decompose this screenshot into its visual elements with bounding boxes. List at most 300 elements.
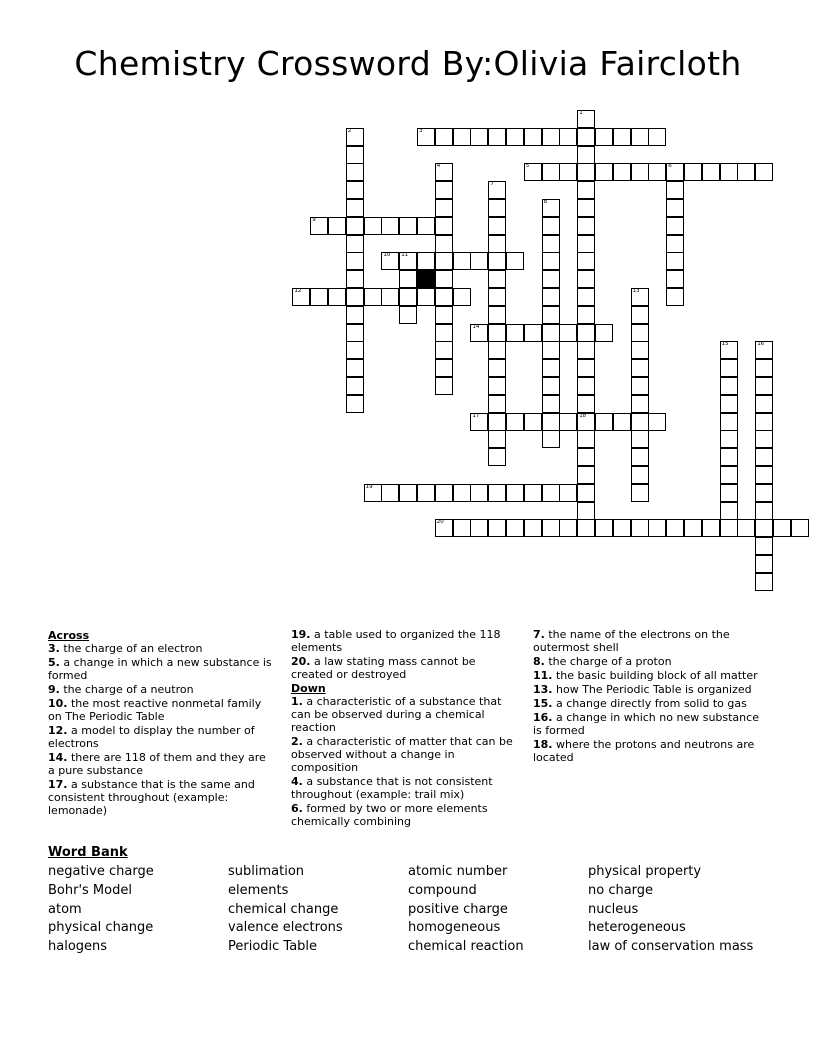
grid-cell[interactable] (346, 217, 364, 235)
grid-cell[interactable] (666, 252, 684, 270)
grid-cell[interactable] (453, 519, 471, 537)
grid-cell[interactable] (346, 395, 364, 413)
clue-text: where the protons and neutrons are located (533, 738, 755, 764)
grid-cell[interactable] (577, 252, 595, 270)
grid-cell[interactable] (470, 128, 488, 146)
clue-number: 9. (48, 683, 60, 696)
clue (533, 738, 769, 764)
grid-cell[interactable] (631, 288, 649, 306)
grid-cell[interactable] (542, 413, 560, 431)
grid-cell[interactable] (488, 270, 506, 288)
grid-cell[interactable] (542, 270, 560, 288)
grid-cell[interactable] (470, 519, 488, 537)
grid-cell[interactable] (737, 163, 755, 181)
grid-cell[interactable] (577, 395, 595, 413)
grid-cell[interactable] (506, 484, 524, 502)
grid-cell[interactable] (435, 359, 453, 377)
grid-cell[interactable] (488, 484, 506, 502)
grid-cell[interactable] (488, 359, 506, 377)
grid-cell[interactable] (488, 413, 506, 431)
grid-cell[interactable] (595, 519, 613, 537)
clue-number: 20 (436, 519, 444, 526)
grid-cell[interactable] (542, 484, 560, 502)
word-bank-item: no charge (588, 882, 654, 898)
grid-cell[interactable] (595, 128, 613, 146)
grid-cell[interactable] (381, 288, 399, 306)
grid-cell[interactable] (773, 519, 791, 537)
grid-cell[interactable] (755, 359, 773, 377)
grid-cell[interactable] (435, 288, 453, 306)
grid-cell[interactable] (577, 341, 595, 359)
grid-cell[interactable] (542, 235, 560, 253)
clue-number: 11 (401, 252, 409, 259)
clue-number: 8. (533, 655, 545, 668)
grid-cell[interactable] (470, 484, 488, 502)
grid-cell[interactable] (737, 519, 755, 537)
grid-cell[interactable] (346, 288, 364, 306)
grid-cell[interactable] (577, 128, 595, 146)
grid-cell[interactable] (613, 128, 631, 146)
grid-cell[interactable] (631, 395, 649, 413)
grid-cell[interactable] (542, 395, 560, 413)
grid-cell[interactable] (720, 163, 738, 181)
grid-cell[interactable] (417, 217, 435, 235)
word-bank-item: chemical reaction (408, 939, 524, 955)
clues-column-1 (48, 628, 274, 818)
grid-cell[interactable] (488, 217, 506, 235)
clue (48, 642, 274, 655)
grid-cell[interactable] (488, 448, 506, 466)
grid-cell[interactable] (755, 377, 773, 395)
grid-cell[interactable] (346, 341, 364, 359)
grid-cell[interactable] (666, 235, 684, 253)
grid-cell[interactable] (364, 217, 382, 235)
clue-text: the basic building block of all matter (552, 669, 758, 682)
grid-cell[interactable] (542, 430, 560, 448)
grid-cell[interactable] (506, 413, 524, 431)
clue (291, 695, 517, 734)
grid-cell[interactable] (381, 217, 399, 235)
clue (291, 655, 517, 681)
grid-cell[interactable] (435, 484, 453, 502)
grid-cell[interactable] (755, 555, 773, 573)
grid-cell[interactable] (684, 519, 702, 537)
grid-cell[interactable] (702, 519, 720, 537)
clue-number: 10. (48, 697, 68, 710)
word-bank-item: valence electrons (228, 920, 343, 936)
grid-cell[interactable] (791, 519, 809, 537)
grid-cell[interactable] (417, 128, 435, 146)
grid-cell[interactable] (346, 181, 364, 199)
grid-cell[interactable] (435, 235, 453, 253)
clue-number: 3 (419, 127, 423, 134)
grid-cell[interactable] (346, 306, 364, 324)
grid-cell[interactable] (542, 199, 560, 217)
grid-cell[interactable] (577, 146, 595, 164)
grid-cell[interactable] (755, 537, 773, 555)
clue-text: the charge of an electron (59, 642, 203, 655)
grid-cell[interactable] (524, 519, 542, 537)
grid-cell[interactable] (506, 252, 524, 270)
grid-cell[interactable] (720, 341, 738, 359)
grid-cell[interactable] (488, 341, 506, 359)
clue-text: there are 118 of them and they are a pure substance (48, 751, 266, 777)
word-bank-item: nucleus (588, 901, 639, 917)
grid-cell[interactable] (417, 252, 435, 270)
grid-cell[interactable] (417, 484, 435, 502)
clue (533, 683, 769, 696)
grid-cell[interactable] (328, 217, 346, 235)
word-bank-item: Periodic Table (228, 939, 318, 955)
grid-cell[interactable] (666, 163, 684, 181)
grid-cell[interactable] (595, 413, 613, 431)
grid-cell[interactable] (631, 163, 649, 181)
grid-cell[interactable] (631, 519, 649, 537)
clue-text: a substance that is not consistent throughout (example: trail mix) (291, 775, 493, 801)
clue-number: 5. (48, 656, 60, 669)
clue (48, 724, 274, 750)
grid-cell[interactable] (755, 430, 773, 448)
clue-number: 16 (757, 341, 765, 348)
grid-cell[interactable] (435, 163, 453, 181)
grid-cell[interactable] (470, 324, 488, 342)
grid-cell[interactable] (346, 252, 364, 270)
grid-cell[interactable] (577, 199, 595, 217)
grid-cell[interactable] (666, 181, 684, 199)
grid-cell[interactable] (577, 519, 595, 537)
grid-cell[interactable] (702, 163, 720, 181)
grid-cell[interactable] (720, 359, 738, 377)
grid-cell[interactable] (577, 430, 595, 448)
grid-cell[interactable] (506, 128, 524, 146)
grid-cell[interactable] (453, 288, 471, 306)
across-heading: Across (48, 629, 90, 642)
grid-cell[interactable] (542, 128, 560, 146)
grid-cell[interactable] (435, 252, 453, 270)
grid-cell[interactable] (577, 217, 595, 235)
grid-cell[interactable] (542, 324, 560, 342)
grid-cell[interactable] (328, 288, 346, 306)
clue-number: 4. (291, 775, 303, 788)
word-bank-item: homogeneous (408, 920, 501, 936)
grid-cell[interactable] (631, 448, 649, 466)
clue (48, 697, 274, 723)
clue-text: a model to display the number of electrons (48, 724, 255, 750)
grid-cell[interactable] (470, 413, 488, 431)
grid-cell[interactable] (524, 324, 542, 342)
grid-cell[interactable] (755, 466, 773, 484)
grid-cell[interactable] (577, 466, 595, 484)
grid-cell[interactable] (435, 377, 453, 395)
grid-cell[interactable] (453, 128, 471, 146)
grid-cell[interactable] (506, 324, 524, 342)
grid-cell[interactable] (577, 235, 595, 253)
grid-cell[interactable] (453, 252, 471, 270)
grid-cell[interactable] (542, 341, 560, 359)
grid-cell[interactable] (577, 288, 595, 306)
grid-cell[interactable] (577, 484, 595, 502)
clue-text: a characteristic of matter that can be observed without a change in composition (291, 735, 513, 774)
grid-cell[interactable] (399, 270, 417, 288)
grid-cell[interactable] (577, 377, 595, 395)
grid-block (417, 270, 435, 288)
clue-text: a characteristic of a substance that can be observed during a chemical reaction (291, 695, 502, 734)
clue-number: 3. (48, 642, 60, 655)
grid-cell[interactable] (631, 484, 649, 502)
grid-cell[interactable] (524, 413, 542, 431)
grid-cell[interactable] (506, 519, 524, 537)
grid-cell[interactable] (435, 181, 453, 199)
grid-cell[interactable] (720, 466, 738, 484)
grid-cell[interactable] (542, 377, 560, 395)
clue-text: the charge of a neutron (59, 683, 194, 696)
clue-number: 13 (632, 288, 640, 294)
grid-cell[interactable] (666, 270, 684, 288)
grid-cell[interactable] (720, 519, 738, 537)
grid-cell[interactable] (559, 484, 577, 502)
grid-cell[interactable] (577, 413, 595, 431)
grid-cell[interactable] (524, 128, 542, 146)
grid-cell[interactable] (292, 288, 310, 306)
clue-text: a change directly from solid to gas (552, 697, 747, 710)
grid-cell[interactable] (631, 430, 649, 448)
grid-cell[interactable] (364, 484, 382, 502)
clue-text: the charge of a proton (544, 655, 672, 668)
grid-cell[interactable] (755, 448, 773, 466)
grid-cell[interactable] (435, 270, 453, 288)
grid-cell[interactable] (613, 519, 631, 537)
grid-cell[interactable] (577, 502, 595, 520)
grid-cell[interactable] (488, 395, 506, 413)
grid-cell[interactable] (631, 324, 649, 342)
grid-cell[interactable] (542, 163, 560, 181)
clue-text: a substance that is the same and consistent throughout (example: lemonade) (48, 778, 255, 817)
grid-cell[interactable] (648, 128, 666, 146)
word-bank-heading: Word Bank (48, 845, 128, 860)
grid-cell[interactable] (346, 199, 364, 217)
grid-cell[interactable] (399, 484, 417, 502)
clue-number: 18. (533, 738, 553, 751)
grid-cell[interactable] (559, 324, 577, 342)
grid-cell[interactable] (613, 163, 631, 181)
clue-number: 14 (472, 323, 480, 330)
grid-cell[interactable] (666, 519, 684, 537)
clue-number: 14. (48, 751, 68, 764)
clue (291, 775, 517, 801)
grid-cell[interactable] (577, 163, 595, 181)
grid-cell[interactable] (346, 235, 364, 253)
clue-number: 7 (490, 181, 494, 188)
clue (48, 656, 274, 682)
grid-cell[interactable] (524, 484, 542, 502)
grid-cell[interactable] (346, 146, 364, 164)
grid-cell[interactable] (666, 288, 684, 306)
grid-cell[interactable] (577, 324, 595, 342)
grid-cell[interactable] (666, 199, 684, 217)
clue-number: 7. (533, 628, 545, 641)
grid-cell[interactable] (435, 199, 453, 217)
grid-cell[interactable] (346, 128, 364, 146)
grid-cell[interactable] (453, 484, 471, 502)
word-bank-item: Bohr's Model (48, 882, 132, 898)
grid-cell[interactable] (648, 413, 666, 431)
grid-cell[interactable] (648, 519, 666, 537)
clue-number: 17. (48, 778, 68, 791)
grid-cell[interactable] (631, 377, 649, 395)
grid-cell[interactable] (381, 484, 399, 502)
grid-cell[interactable] (577, 270, 595, 288)
word-bank-item: compound (408, 882, 477, 898)
clue-number: 1. (291, 695, 303, 708)
grid-cell[interactable] (542, 252, 560, 270)
clue-number: 15 (721, 341, 729, 348)
grid-cell[interactable] (577, 448, 595, 466)
grid-cell[interactable] (399, 306, 417, 324)
grid-cell[interactable] (435, 306, 453, 324)
grid-cell[interactable] (346, 359, 364, 377)
grid-cell[interactable] (488, 430, 506, 448)
grid-cell[interactable] (577, 110, 595, 128)
page-title: Chemistry Crossword By:Olivia Faircloth (74, 44, 742, 83)
word-bank-item: law of conservation mass (588, 939, 754, 955)
grid-cell[interactable] (720, 413, 738, 431)
clue-number: 6 (668, 163, 672, 170)
grid-cell[interactable] (559, 128, 577, 146)
grid-cell[interactable] (346, 377, 364, 395)
grid-cell[interactable] (542, 288, 560, 306)
grid-cell[interactable] (631, 128, 649, 146)
clue-number: 10 (383, 252, 391, 259)
clue (533, 711, 769, 737)
grid-cell[interactable] (435, 217, 453, 235)
grid-cell[interactable] (435, 324, 453, 342)
word-bank-item: elements (228, 882, 289, 898)
grid-cell[interactable] (346, 163, 364, 181)
grid-cell[interactable] (720, 377, 738, 395)
grid-cell[interactable] (755, 395, 773, 413)
grid-cell[interactable] (559, 413, 577, 431)
clue-number: 2 (347, 127, 352, 134)
grid-cell[interactable] (595, 163, 613, 181)
clue (291, 628, 517, 654)
grid-cell[interactable] (631, 466, 649, 484)
word-bank-item: atom (48, 901, 82, 917)
grid-cell[interactable] (542, 519, 560, 537)
clue-text: a change in which a new substance is formed (48, 656, 272, 682)
grid-cell[interactable] (577, 181, 595, 199)
grid-cell[interactable] (470, 252, 488, 270)
clue-number: 17 (472, 412, 480, 419)
grid-cell[interactable] (399, 217, 417, 235)
grid-cell[interactable] (755, 573, 773, 591)
grid-cell[interactable] (399, 288, 417, 306)
word-bank-item: sublimation (228, 864, 305, 879)
word-bank-item: positive charge (408, 901, 508, 917)
clue-number: 8 (543, 199, 548, 205)
grid-cell[interactable] (720, 448, 738, 466)
grid-cell[interactable] (755, 413, 773, 431)
grid-cell[interactable] (595, 324, 613, 342)
grid-cell[interactable] (524, 163, 542, 181)
grid-cell[interactable] (755, 484, 773, 502)
clue (533, 669, 769, 682)
grid-cell[interactable] (648, 163, 666, 181)
grid-cell[interactable] (631, 413, 649, 431)
word-bank-item: negative charge (48, 864, 154, 879)
word-bank-item: halogens (48, 939, 108, 955)
grid-cell[interactable] (488, 128, 506, 146)
word-bank (48, 864, 788, 958)
grid-cell[interactable] (631, 341, 649, 359)
clue-number: 4 (436, 163, 441, 170)
grid-cell[interactable] (435, 519, 453, 537)
clue (533, 697, 769, 710)
grid-cell[interactable] (559, 519, 577, 537)
clue-number: 5 (525, 163, 530, 170)
grid-cell[interactable] (488, 181, 506, 199)
grid-cell[interactable] (488, 519, 506, 537)
grid-cell[interactable] (720, 502, 738, 520)
clue-text: a table used to organized the 118 elements (291, 628, 501, 654)
grid-cell[interactable] (613, 413, 631, 431)
grid-cell[interactable] (542, 359, 560, 377)
clue-number: 13. (533, 683, 553, 696)
grid-cell[interactable] (346, 324, 364, 342)
grid-cell[interactable] (488, 235, 506, 253)
grid-cell[interactable] (577, 306, 595, 324)
grid-cell[interactable] (755, 502, 773, 520)
clue-number: 15. (533, 697, 553, 710)
grid-cell[interactable] (542, 306, 560, 324)
grid-cell[interactable] (720, 430, 738, 448)
grid-cell[interactable] (666, 217, 684, 235)
grid-cell[interactable] (399, 252, 417, 270)
grid-cell[interactable] (310, 288, 328, 306)
grid-cell[interactable] (435, 128, 453, 146)
clue (533, 655, 769, 668)
grid-cell[interactable] (346, 270, 364, 288)
grid-cell[interactable] (310, 217, 328, 235)
grid-cell[interactable] (755, 519, 773, 537)
clue-number: 18 (579, 412, 587, 419)
clue-text: a change in which no new substance is formed (533, 711, 759, 737)
grid-cell[interactable] (488, 252, 506, 270)
grid-cell[interactable] (417, 288, 435, 306)
clue-number: 12. (48, 724, 68, 737)
grid-cell[interactable] (364, 288, 382, 306)
grid-cell[interactable] (755, 341, 773, 359)
word-bank-item: chemical change (228, 901, 339, 917)
clue-number: 11. (533, 669, 553, 682)
grid-cell[interactable] (755, 163, 773, 181)
grid-cell[interactable] (720, 484, 738, 502)
grid-cell[interactable] (488, 199, 506, 217)
grid-cell[interactable] (542, 217, 560, 235)
grid-cell[interactable] (631, 359, 649, 377)
grid-cell[interactable] (435, 341, 453, 359)
grid-cell[interactable] (488, 288, 506, 306)
word-bank-item: physical change (48, 920, 154, 936)
grid-cell[interactable] (488, 377, 506, 395)
grid-cell[interactable] (720, 395, 738, 413)
grid-cell[interactable] (577, 359, 595, 377)
grid-cell[interactable] (631, 306, 649, 324)
grid-cell[interactable] (381, 252, 399, 270)
grid-cell[interactable] (488, 324, 506, 342)
grid-cell[interactable] (684, 163, 702, 181)
grid-cell[interactable] (559, 163, 577, 181)
grid-cell[interactable] (488, 306, 506, 324)
